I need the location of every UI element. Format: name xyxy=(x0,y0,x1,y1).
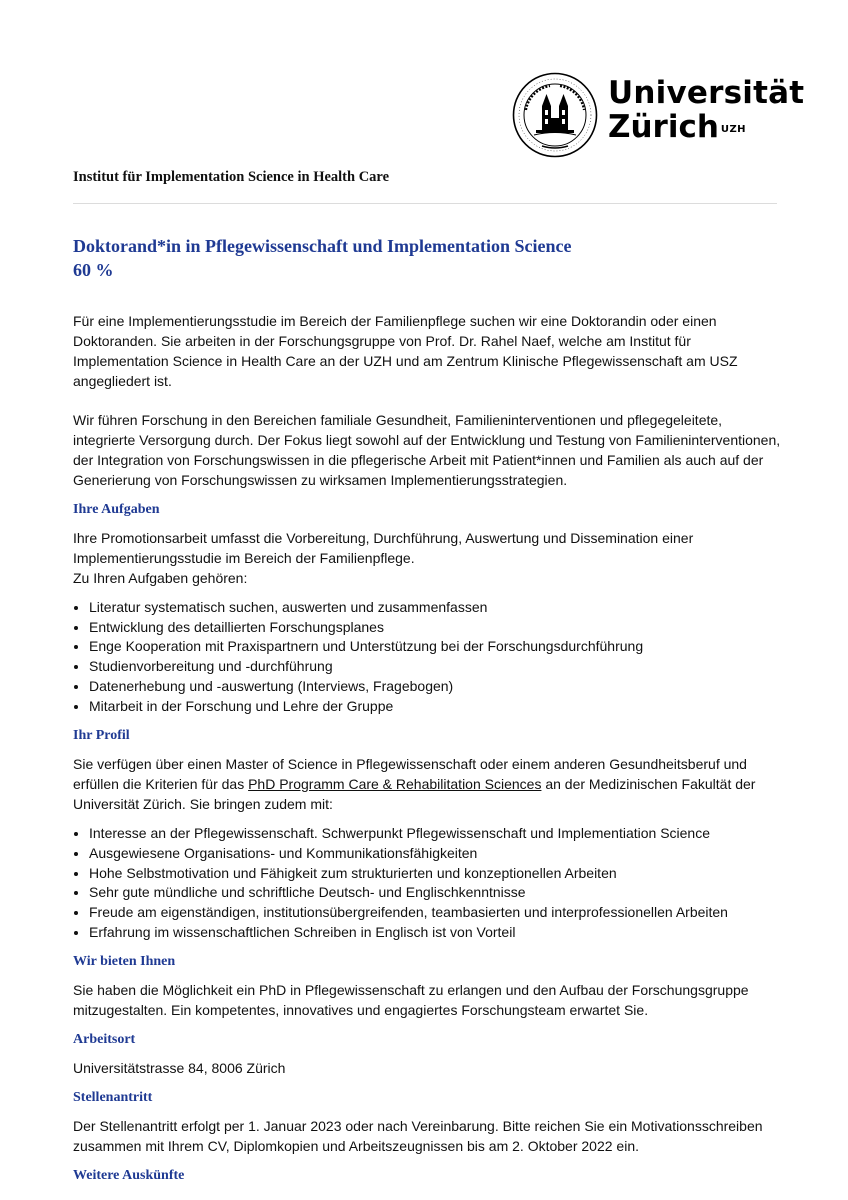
profile-list xyxy=(73,824,781,942)
logo-uzh: UZH xyxy=(720,124,746,135)
list-item: • Sehr gute mündliche und schriftliche Deutsch- und Englischkenntnisse xyxy=(89,883,781,903)
location-heading: Arbeitsort xyxy=(73,1032,136,1048)
list-item: • Datenerhebung und -auswertung (Interviews, Fragebogen) xyxy=(89,677,781,697)
start-text: Der Stellenantritt erfolgt per 1. Januar 2023 oder nach Vereinbarung. Bitte reichen Sie ein Motivationsschreiben zusammen mit Ihrem CV, Diplomkopien und Arbeitszeugnissen bis am 2. Oktober 2022 ein. xyxy=(73,1118,763,1155)
intro-paragraph-2: Wir führen Forschung in den Bereichen familiale Gesundheit, Familieninterventionen und pflegegeleitete, integrierte Versorgung durch. Der Fokus liegt sowohl auf der Entwicklung und Testung von Familieninterventionen, der Integration von Forschungswissen in die pflegerische Arbeit mit Patient*innen und Familien als auch auf der Generierung von Forschungswissen zu wirksamen Implementierungsstrategien. xyxy=(73,412,781,488)
list-item: • Hohe Selbstmotivation und Fähigkeit zum strukturierten und konzeptionellen Arbeiten xyxy=(89,864,781,884)
offer-heading: Wir bieten Ihnen xyxy=(73,954,176,970)
tasks-text-1: Ihre Promotionsarbeit umfasst die Vorbereitung, Durchführung, Auswertung und Dissemination einer Implementierungsstudie im Bereich der Familienpflege. xyxy=(73,530,694,566)
university-wordmark xyxy=(608,76,804,144)
more-info-heading: Weitere Auskünfte xyxy=(73,1168,185,1184)
university-logo xyxy=(512,70,805,160)
intro-paragraph-1: Für eine Implementierungsstudie im Bereich der Familienpflege suchen wir eine Doktorandin oder einen Doktoranden. Sie arbeiten in der Forschungsgruppe von Prof. Dr. Rahel Naef, welche am Institut für Implementation Science in Health Care an der UZH und am Zentrum Klinische Pflegewissenschaft am USZ angegliedert ist. xyxy=(73,313,738,389)
profile-text-after: an der Medizinischen Fakultät der Universität Zürich. Sie bringen zudem mit: xyxy=(73,776,756,813)
offer-text: Sie haben die Möglichkeit ein PhD in Pflegewissenschaft zu erlangen und den Aufbau der Forschungsgruppe mitzugestalten. Ein kompetentes, innovatives und engagiertes Forschungsteam erwartet Sie. xyxy=(73,982,749,1019)
list-item: • Entwicklung des detaillierten Forschungsplanes xyxy=(89,618,781,638)
profile-heading: Ihr Profil xyxy=(73,728,130,744)
start-heading: Stellenantritt xyxy=(73,1090,153,1106)
tasks-heading: Ihre Aufgaben xyxy=(73,502,160,517)
job-title: Doktorand*in in Pflegewissenschaft und Implementation Science xyxy=(73,236,572,256)
phd-program-link[interactable]: PhD Programm Care & Rehabilitation Sciences xyxy=(248,776,542,793)
tasks-list xyxy=(73,598,781,716)
logo-line-2 xyxy=(608,110,804,144)
institute-name: Institut für Implementation Science in Health Care xyxy=(73,169,390,185)
list-item: • Interesse an der Pflegewissenschaft. Schwerpunkt Pflegewissenschaft und Implementiation Science xyxy=(89,824,781,844)
logo-zurich: Zürich xyxy=(608,109,719,145)
job-percentage: 60 % xyxy=(73,260,114,280)
university-seal-icon xyxy=(512,72,598,158)
job-title-block xyxy=(73,234,572,282)
profile-text-before: Sie verfügen über einen Master of Science in Pflegewissenschaft oder einem anderen Gesundheitsberuf und erfüllen die Kriterien für das xyxy=(73,756,747,793)
list-item: • Erfahrung im wissenschaftlichen Schreiben in Englisch ist von Vorteil xyxy=(89,923,781,943)
location-text: Universitätstrasse 84, 8006 Zürich xyxy=(73,1060,286,1077)
list-item: • Studienvorbereitung und -durchführung xyxy=(89,657,781,677)
list-item: • Literatur systematisch suchen, auswerten und zusammenfassen xyxy=(89,598,781,618)
list-item: • Mitarbeit in der Forschung und Lehre der Gruppe xyxy=(89,697,781,717)
tasks-text-2: Zu Ihren Aufgaben gehören: xyxy=(73,570,248,586)
header-divider xyxy=(73,203,777,204)
list-item: • Ausgewiesene Organisations- und Kommunikationsfähigkeiten xyxy=(89,844,781,864)
logo-line-1: Universität xyxy=(608,75,805,111)
profile-text xyxy=(73,754,781,814)
list-item: • Enge Kooperation mit Praxispartnern und Unterstützung bei der Forschungsdurchführung xyxy=(89,637,781,657)
list-item: • Freude am eigenständigen, institutionsübergreifenden, teambasierten und interprofessionellen Arbeiten xyxy=(89,903,781,923)
job-description xyxy=(73,311,781,1194)
